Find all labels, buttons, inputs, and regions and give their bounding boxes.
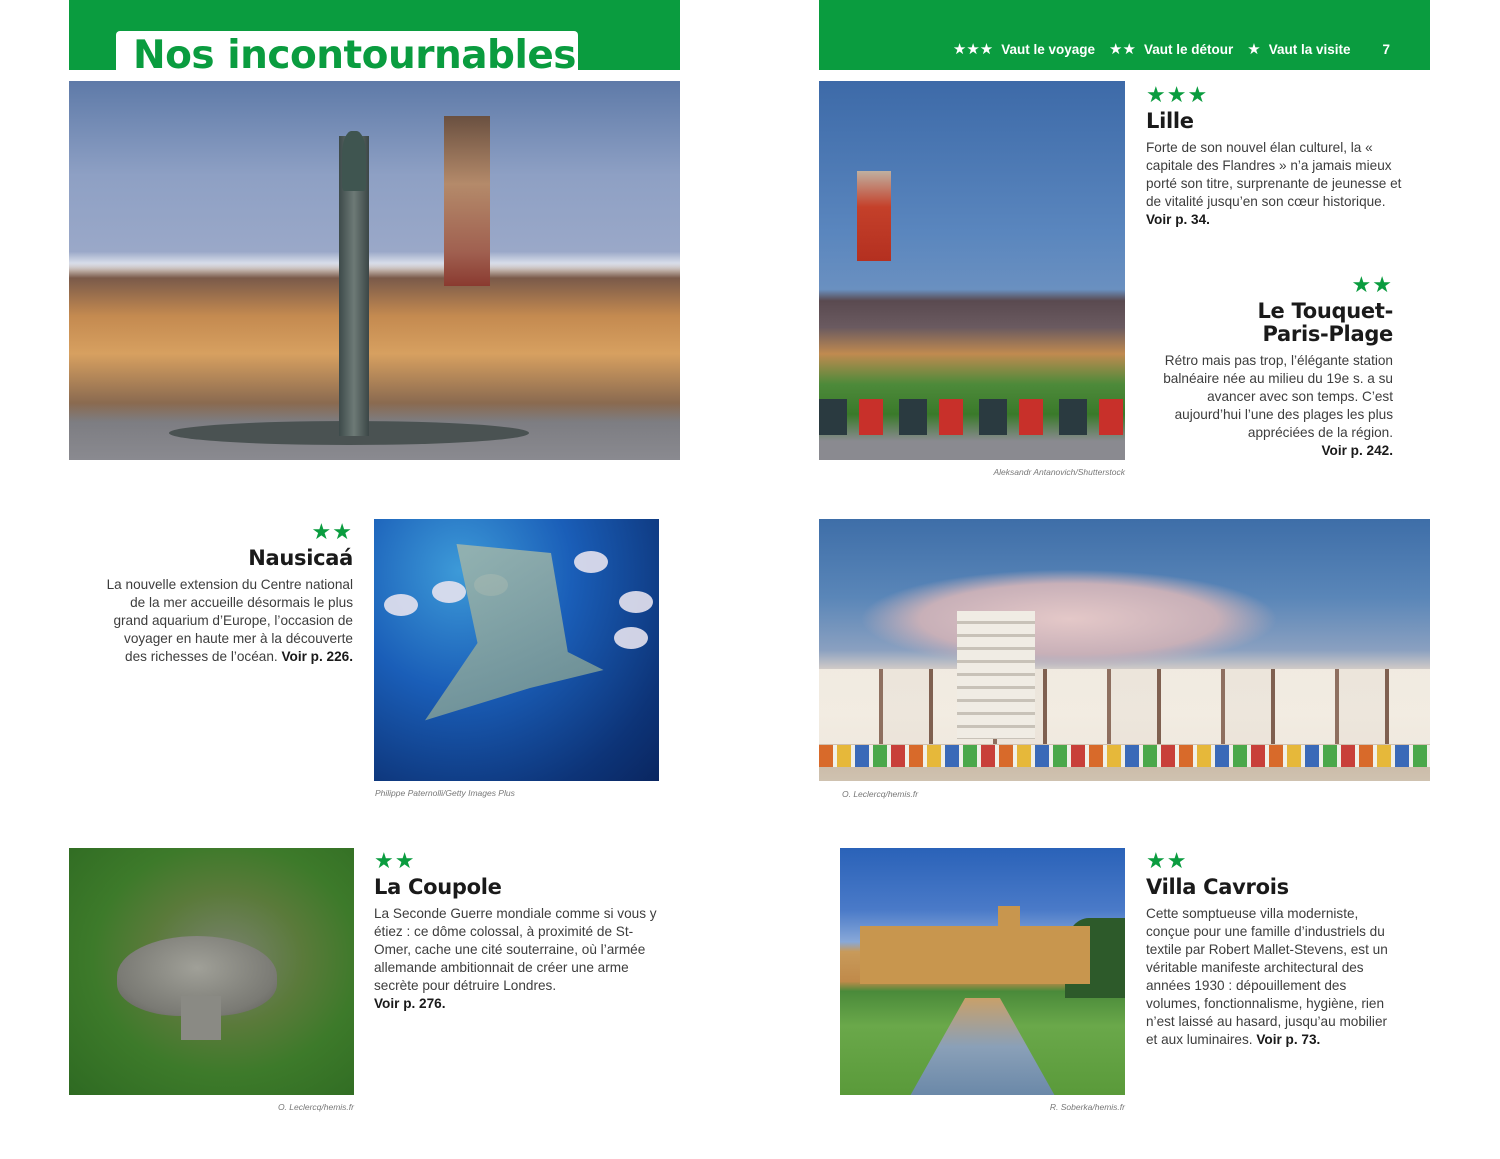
entry-title: Lille [1146, 109, 1194, 133]
legend-label: Vaut le détour [1143, 41, 1234, 57]
page-title: Nos incontournables [133, 33, 576, 78]
legend-item-2-stars [1109, 40, 1233, 58]
photo-credit: Aleksandr Antanovich/Shutterstock [993, 467, 1125, 477]
statue-shape [342, 131, 366, 191]
belfry-shape [444, 116, 490, 286]
star-rating-legend [953, 40, 1390, 58]
villa-tower-shape [998, 906, 1020, 946]
villas-shape [819, 669, 1430, 744]
villa-building-shape [860, 926, 1090, 984]
entry-title: Le Touquet- Paris-Plage [1257, 299, 1393, 346]
entry-la-coupole [374, 850, 659, 1013]
photo-le-touquet-beach [819, 519, 1430, 781]
fish-shape [384, 594, 418, 616]
page-number: 7 [1382, 41, 1390, 57]
entry-description: La nouvelle extension du Centre national de la mer accueille désormais le plus grand aquarium d’Europe, l’occasion de voyager en haute mer à la découverte des richesses de l’océan. Voir p. 226. [106, 577, 353, 664]
reflecting-pool-shape [910, 998, 1055, 1095]
photo-credit: R. Soberka/hemis.fr [1049, 1102, 1125, 1112]
two-stars-icon: ★★ [374, 848, 416, 873]
two-stars-icon: ★★ [1351, 272, 1393, 297]
photo-credit: O. Leclercq/hemis.fr [842, 789, 919, 799]
entry-le-touquet [1143, 274, 1393, 460]
photo-lille-grand-place [69, 81, 680, 460]
photo-credit: Philippe Paternolli/Getty Images Plus [375, 788, 515, 798]
page-reference: Voir p. 276. [374, 996, 446, 1011]
legend-label: Vaut la visite [1268, 41, 1351, 57]
turret-shape [857, 171, 891, 261]
right-page-header-band [819, 0, 1430, 70]
two-stars-icon: ★★ [1146, 848, 1188, 873]
entry-title: Nausicaá [248, 546, 353, 570]
apartment-tower-shape [957, 611, 1035, 739]
photo-villa-cavrois [840, 848, 1125, 1095]
cloud-shape [859, 569, 1279, 669]
photo-la-coupole [69, 848, 354, 1095]
photo-credit: O. Leclercq/hemis.fr [277, 1102, 354, 1112]
page-reference: Voir p. 34. [1146, 212, 1210, 227]
legend-item-1-star [1247, 40, 1350, 58]
beach-cabins-shape [819, 745, 1430, 767]
fish-shape [432, 581, 466, 603]
fish-shape [619, 591, 653, 613]
photo-lille-vieille-bourse [819, 81, 1125, 460]
entry-description: Cette somptueuse villa moderniste, conçue pour une famille d’industriels du textile par Robert Mallet-Stevens, est un véritable manifeste architectural des années 1930 : dépouillement des volumes, fonctionnalisme, hygiène, rien n’est laissé au hasard, jusqu’au mobilier et aux luminaires. Voir p. 73. [1146, 906, 1388, 1047]
one-star-icon: ★ [1247, 41, 1261, 58]
two-stars-icon: ★★ [1109, 41, 1136, 58]
entry-nausicaa [100, 521, 353, 666]
entry-description: La Seconde Guerre mondiale comme si vous y étiez : ce dôme colossal, à proximité de St-Omer, cache une cité souterraine, où l’armée allemande ambitionnait de créer une arme secrète pour détruire Londres. Voir p. 276. [374, 906, 657, 1011]
entry-title: Villa Cavrois [1146, 875, 1289, 899]
three-stars-icon: ★★★ [952, 41, 994, 58]
page-reference: Voir p. 226. [281, 649, 353, 664]
legend-item-3-stars [953, 40, 1095, 58]
legend-label: Vaut le voyage [1001, 41, 1096, 57]
entry-lille [1146, 84, 1406, 229]
entry-description: Rétro mais pas trop, l’élégante station balnéaire née au milieu du 19e s. a su avancer avec son temps. C’est aujourd’hui l’une des plages les plus appréciées de la région. Voir p. 242. [1163, 353, 1393, 458]
page-reference: Voir p. 73. [1256, 1032, 1321, 1047]
entry-villa-cavrois [1146, 850, 1396, 1049]
fish-shape [574, 551, 608, 573]
fish-shape [614, 627, 648, 649]
bunker-shape [181, 996, 221, 1040]
page-reference: Voir p. 242. [1321, 443, 1393, 458]
two-stars-icon: ★★ [311, 519, 353, 544]
three-stars-icon: ★★★ [1146, 82, 1209, 107]
entry-title: La Coupole [374, 875, 502, 899]
planters-shape [819, 399, 1125, 435]
photo-nausicaa-ray [374, 519, 659, 781]
entry-description: Forte de son nouvel élan culturel, la « capitale des Flandres » n’a jamais mieux porté son titre, surprenante de jeunesse et de vitalité jusqu’en son cœur historique. Voir p. 34. [1146, 140, 1402, 227]
